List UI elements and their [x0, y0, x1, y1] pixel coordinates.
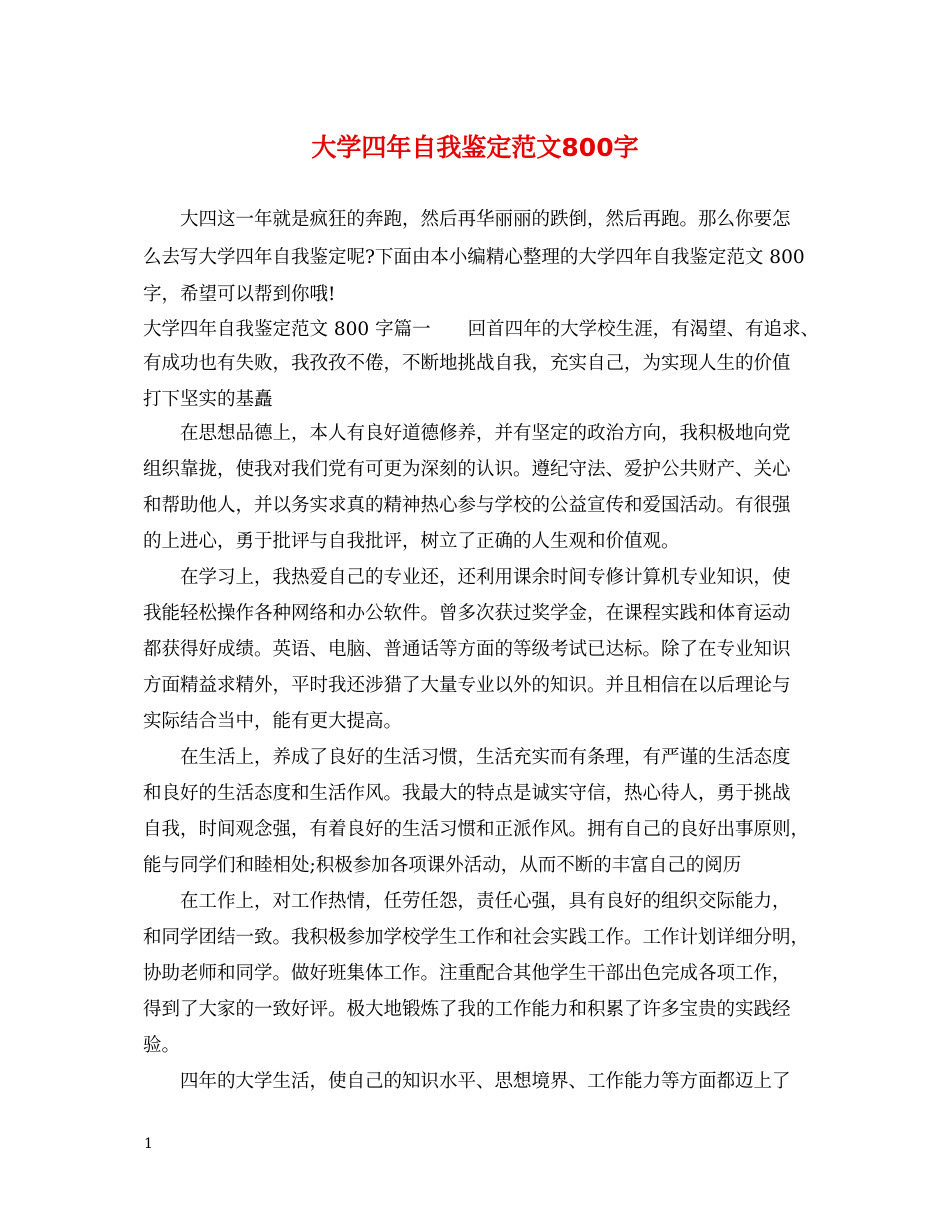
text-line: 和同学团结一致。我积极参加学校学生工作和社会实践工作。工作计划详细分明，	[143, 927, 810, 948]
text-line: 协助老师和同学。做好班集体工作。注重配合其他学生干部出色完成各项工作，	[143, 963, 791, 984]
text-line: 的上进心，勇于批评与自我批评，树立了正确的人生观和价值观。	[143, 531, 680, 552]
text-line: 大四这一年就是疯狂的奔跑，然后再华丽丽的跌倒，然后再跑。那么你要怎	[180, 209, 791, 230]
text-line: 验。	[143, 1035, 181, 1056]
text-line: 和良好的生活态度和生活作风。我最大的特点是诚实守信，热心待人，勇于挑战	[143, 783, 791, 804]
text-line: 实际结合当中，能有更大提高。	[143, 711, 403, 732]
text-line: 字，希望可以帮到你哦!	[143, 284, 336, 305]
text-line: 自我，时间观念强，有着良好的生活习惯和正派作风。拥有自己的良好出事原则，	[143, 819, 810, 840]
text-line: 能与同学们和睦相处;积极参加各项课外活动，从而不断的丰富自己的阅历	[143, 855, 742, 876]
page-number: 1	[144, 1136, 153, 1152]
text-line: 在学习上，我热爱自己的专业还，还利用课余时间专修计算机专业知识，使	[180, 567, 791, 588]
text-line: 大学四年自我鉴定范文 800 字篇一 回首四年的大学校生涯，有渴望、有追求、	[143, 319, 820, 340]
text-line: 有成功也有失败，我孜孜不倦，不断地挑战自我，充实自己，为实现人生的价值	[143, 353, 791, 374]
text-line: 组织靠拢，使我对我们党有可更为深刻的认识。遵纪守法、爱护公共财产、关心	[143, 459, 791, 480]
text-line: 在思想品德上，本人有良好道德修养，并有坚定的政治方向，我积极地向党	[180, 423, 791, 444]
text-line: 和帮助他人，并以务实求真的精神热心参与学校的公益宣传和爱国活动。有很强	[143, 495, 791, 516]
text-line: 四年的大学生活，使自己的知识水平、思想境界、工作能力等方面都迈上了	[180, 1071, 791, 1092]
text-line: 在生活上，养成了良好的生活习惯，生活充实而有条理，有严谨的生活态度	[180, 747, 791, 768]
text-line: 得到了大家的一致好评。极大地锻炼了我的工作能力和积累了许多宝贵的实践经	[143, 999, 791, 1020]
text-line: 在工作上，对工作热情，任劳任怨，责任心强，具有良好的组织交际能力，	[180, 891, 791, 912]
text-line: 我能轻松操作各种网络和办公软件。曾多次获过奖学金，在课程实践和体育运动	[143, 603, 791, 624]
text-line: 都获得好成绩。英语、电脑、普通话等方面的等级考试已达标。除了在专业知识	[143, 639, 791, 660]
text-line: 打下坚实的基矗	[143, 389, 273, 410]
text-line: 方面精益求精外，平时我还涉猎了大量专业以外的知识。并且相信在以后理论与	[143, 675, 791, 696]
document-title: 大学四年自我鉴定范文800字	[311, 133, 639, 162]
text-line: 么去写大学四年自我鉴定呢?下面由本小编精心整理的大学四年自我鉴定范文 800	[143, 247, 805, 268]
